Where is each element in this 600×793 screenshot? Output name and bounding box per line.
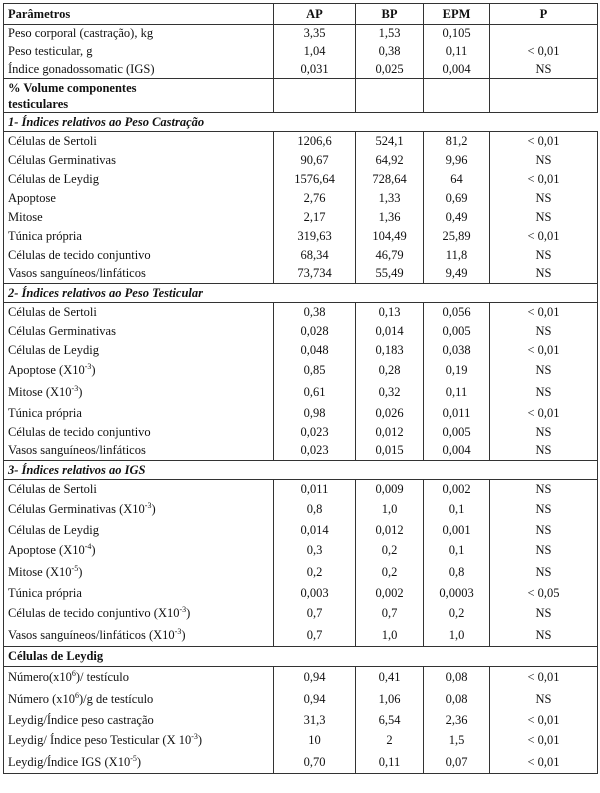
table-row: [4, 43, 598, 61]
row-label-text: Túnica própria: [8, 405, 82, 420]
table-row: [4, 303, 598, 322]
row-label: [4, 711, 274, 730]
table-row: [4, 132, 598, 151]
table-row: [4, 227, 598, 246]
cell-p: NS: [490, 360, 598, 382]
row-label: [4, 562, 274, 584]
table-row: [4, 360, 598, 382]
cell-bp: 0,026: [356, 404, 424, 423]
cell-epm: 0,8: [424, 562, 490, 584]
cell-bp: 104,49: [356, 227, 424, 246]
row-label-suffix: ): [91, 363, 96, 377]
cell-ap: 31,3: [274, 711, 356, 730]
cell-ap: 0,7: [274, 603, 356, 625]
row-label-text: Número (x10: [8, 692, 75, 706]
cell-epm: 0,08: [424, 689, 490, 711]
cell-bp: 1,06: [356, 689, 424, 711]
row-label: [4, 303, 274, 322]
table-row: [4, 584, 598, 603]
cell-ap: 0,8: [274, 499, 356, 521]
table-row: [4, 246, 598, 265]
volume-title: [4, 79, 274, 113]
cell-ap: 0,85: [274, 360, 356, 382]
cell-epm: 1,0: [424, 625, 490, 647]
row-label-text: Leydig/ Índice peso Testicular (X 10: [8, 733, 192, 747]
row-label: [4, 404, 274, 423]
cell-bp: 0,002: [356, 584, 424, 603]
cell-bp: 0,38: [356, 43, 424, 61]
row-label: Células Germinativas: [4, 151, 274, 170]
row-label-text: Mitose (X10: [8, 565, 72, 579]
cell-ap: 0,2: [274, 562, 356, 584]
cell-epm: 0,105: [424, 25, 490, 43]
row-label-exponent: -4: [84, 541, 92, 551]
section1-rows: [4, 132, 598, 284]
cell-epm: 0,005: [424, 423, 490, 442]
row-label: [4, 480, 274, 499]
cell-p: < 0,01: [490, 341, 598, 360]
row-label-suffix: ): [78, 565, 83, 579]
cell-ap: 0,61: [274, 382, 356, 404]
cell-ap: 319,63: [274, 227, 356, 246]
cell-epm: 9,96: [424, 151, 490, 170]
cell-bp: 6,54: [356, 711, 424, 730]
table-row: [4, 442, 598, 461]
table-row: [4, 480, 598, 499]
cell-bp: 0,025: [356, 61, 424, 79]
cell-bp: 0,009: [356, 480, 424, 499]
cell-bp: 1,0: [356, 625, 424, 647]
cell-bp: 0,183: [356, 341, 424, 360]
row-label-text: Apoptose (X10: [8, 363, 85, 377]
row-label-text: Vasos sanguíneos/linfáticos (X10: [8, 627, 175, 642]
cell-p: NS: [490, 480, 598, 499]
header-epm: EPM: [424, 4, 490, 25]
row-label-text: Túnica própria: [8, 585, 82, 600]
cell-epm: 0,005: [424, 322, 490, 341]
row-label: Peso testicular, g: [4, 43, 274, 61]
cell-epm: 0,0003: [424, 584, 490, 603]
section2-rows: [4, 303, 598, 461]
row-label-exponent: -3: [144, 500, 152, 510]
cell-ap: 3,35: [274, 25, 356, 43]
cell-ap: 0,003: [274, 584, 356, 603]
cell-ap: 90,67: [274, 151, 356, 170]
cell-bp: 1,53: [356, 25, 424, 43]
cell-p: [490, 25, 598, 43]
cell-epm: 0,2: [424, 603, 490, 625]
cell-epm: 0,1: [424, 540, 490, 562]
row-label-exponent: -3: [84, 361, 92, 371]
row-label-text: Células de tecido conjuntivo (X10: [8, 606, 180, 620]
cell-epm: 0,19: [424, 360, 490, 382]
row-label-suffix: ): [91, 543, 96, 557]
cell-p: < 0,01: [490, 170, 598, 189]
table-row: [4, 562, 598, 584]
cell-bp: 55,49: [356, 265, 424, 284]
row-label-text: Células de Sertoli: [8, 304, 97, 319]
row-label-text: Células de Sertoli: [8, 481, 97, 496]
cell-bp: 64,92: [356, 151, 424, 170]
cell-p: < 0,01: [490, 667, 598, 689]
row-label: [4, 667, 274, 689]
section3-header: [4, 461, 598, 480]
header-bp: BP: [356, 4, 424, 25]
cell-epm: 0,011: [424, 404, 490, 423]
cell-epm: 64: [424, 170, 490, 189]
table-row: [4, 603, 598, 625]
section1-title: 1- Índices relativos ao Peso Castração: [4, 113, 598, 132]
table-row: [4, 382, 598, 404]
cell-ap: 0,011: [274, 480, 356, 499]
section2-header: [4, 284, 598, 303]
row-label: [4, 341, 274, 360]
row-label-suffix: ): [136, 754, 142, 769]
row-label-text: Leydig/Índice peso castração: [8, 712, 154, 727]
cell-p: NS: [490, 423, 598, 442]
cell-ap: 0,031: [274, 61, 356, 79]
row-label-exponent: -3: [174, 626, 182, 636]
row-label-exponent: -5: [130, 753, 137, 763]
cell-p: NS: [490, 265, 598, 284]
cell-ap: 0,014: [274, 521, 356, 540]
volume-title-line1: % Volume componentes: [8, 80, 137, 95]
cell-p: NS: [490, 603, 598, 625]
table-row: [4, 625, 598, 647]
row-label-exponent: -3: [179, 604, 187, 614]
cell-bp: 0,015: [356, 442, 424, 461]
cell-epm: 0,004: [424, 442, 490, 461]
volume-title-line2: testiculares: [8, 96, 69, 111]
section3-rows: [4, 480, 598, 647]
cell-ap: 0,94: [274, 667, 356, 689]
leydig-header: [4, 647, 598, 667]
cell-ap: 0,3: [274, 540, 356, 562]
header-p: P: [490, 4, 598, 25]
cell-p: < 0,01: [490, 227, 598, 246]
cell-epm: 1,5: [424, 730, 490, 752]
cell-bp: 46,79: [356, 246, 424, 265]
cell-epm: 0,11: [424, 43, 490, 61]
cell-bp: 524,1: [356, 132, 424, 151]
cell-bp: 0,7: [356, 603, 424, 625]
cell-ap: 2,17: [274, 208, 356, 227]
cell-p: NS: [490, 322, 598, 341]
row-label-exponent: -3: [71, 383, 79, 393]
volume-section-header: [4, 79, 598, 113]
cell-bp: 2: [356, 730, 424, 752]
row-label-text: Células de Leydig: [8, 342, 99, 357]
section3-title: 3- Índices relativos ao IGS: [4, 461, 598, 480]
cell-epm: 0,1: [424, 499, 490, 521]
row-label-text: Apoptose (X10: [8, 543, 85, 557]
cell-p: NS: [490, 442, 598, 461]
cell-ap: 0,048: [274, 341, 356, 360]
row-label: [4, 360, 274, 382]
cell-ap: 2,76: [274, 189, 356, 208]
cell-epm: 0,07: [424, 752, 490, 774]
cell-ap: 1,04: [274, 43, 356, 61]
table-row: [4, 61, 598, 79]
table-row: [4, 341, 598, 360]
cell-p: < 0,01: [490, 711, 598, 730]
row-label-suffix: ): [78, 385, 83, 399]
cell-p: NS: [490, 689, 598, 711]
table-row: [4, 667, 598, 689]
row-label: Índice gonadossomatic (IGS): [4, 61, 274, 79]
cell-epm: 0,056: [424, 303, 490, 322]
cell-ap: 0,023: [274, 442, 356, 461]
cell-bp: 1,33: [356, 189, 424, 208]
cell-bp: 0,2: [356, 562, 424, 584]
row-label: [4, 521, 274, 540]
row-label: Vasos sanguíneos/linfáticos: [4, 265, 274, 284]
table-row: [4, 752, 598, 774]
section2-title: 2- Índices relativos ao Peso Testicular: [4, 284, 598, 303]
cell-ap: 0,38: [274, 303, 356, 322]
row-label: [4, 382, 274, 404]
row-label: [4, 730, 274, 752]
cell-bp: 0,13: [356, 303, 424, 322]
cell-p: NS: [490, 625, 598, 647]
row-label-suffix: ): [186, 606, 191, 620]
cell-bp: 1,0: [356, 499, 424, 521]
leydig-rows: [4, 667, 598, 774]
cell-p: < 0,01: [490, 404, 598, 423]
cell-epm: 0,004: [424, 61, 490, 79]
cell-p: < 0,01: [490, 303, 598, 322]
table-row: [4, 189, 598, 208]
cell-epm: 9,49: [424, 265, 490, 284]
cell-epm: 0,69: [424, 189, 490, 208]
table-row: [4, 423, 598, 442]
row-label: [4, 689, 274, 711]
cell-bp: 0,11: [356, 752, 424, 774]
row-label-exponent: 6: [71, 669, 76, 679]
cell-epm: 0,08: [424, 667, 490, 689]
row-label-text: Número(x10: [8, 670, 72, 685]
row-label: [4, 540, 274, 562]
row-label-suffix: ): [181, 627, 186, 642]
row-label: [4, 442, 274, 461]
header-parametros: Parâmetros: [4, 4, 274, 25]
cell-ap: 0,70: [274, 752, 356, 774]
cell-epm: 0,001: [424, 521, 490, 540]
row-label: Células de tecido conjuntivo: [4, 246, 274, 265]
results-table: [3, 3, 598, 774]
cell-epm: 25,89: [424, 227, 490, 246]
table-row: [4, 322, 598, 341]
cell-p: NS: [490, 246, 598, 265]
cell-ap: 0,023: [274, 423, 356, 442]
cell-ap: 0,7: [274, 625, 356, 647]
table-row: [4, 151, 598, 170]
cell-ap: 0,028: [274, 322, 356, 341]
cell-ap: 1206,6: [274, 132, 356, 151]
row-label-text: Mitose (X10: [8, 385, 72, 399]
cell-ap: 73,734: [274, 265, 356, 284]
cell-p: < 0,05: [490, 584, 598, 603]
table-row: [4, 25, 598, 43]
cell-p: NS: [490, 562, 598, 584]
row-label: Células de Leydig: [4, 170, 274, 189]
cell-ap: 1576,64: [274, 170, 356, 189]
row-label: Túnica própria: [4, 227, 274, 246]
cell-ap: 10: [274, 730, 356, 752]
row-label-exponent: -3: [191, 731, 198, 741]
row-label-text: Células Germinativas (X10: [8, 502, 145, 516]
cell-epm: 11,8: [424, 246, 490, 265]
row-label-text: Leydig/Índice IGS (X10: [8, 754, 131, 769]
cell-bp: 0,41: [356, 667, 424, 689]
cell-bp: 0,32: [356, 382, 424, 404]
cell-bp: 0,012: [356, 521, 424, 540]
row-label: Peso corporal (castração), kg: [4, 25, 274, 43]
row-label-exponent: -5: [71, 563, 79, 573]
table-row: [4, 689, 598, 711]
row-label: [4, 752, 274, 774]
row-label-suffix: ): [197, 733, 203, 747]
row-label-suffix: )/g de testículo: [79, 692, 154, 706]
cell-epm: 0,038: [424, 341, 490, 360]
table-row: [4, 540, 598, 562]
table-row: [4, 170, 598, 189]
row-label: [4, 423, 274, 442]
cell-p: NS: [490, 382, 598, 404]
cell-epm: 2,36: [424, 711, 490, 730]
cell-bp: 0,012: [356, 423, 424, 442]
cell-epm: 0,002: [424, 480, 490, 499]
row-label-exponent: 6: [75, 690, 79, 700]
cell-bp: 0,28: [356, 360, 424, 382]
table-row: [4, 404, 598, 423]
cell-epm: 0,49: [424, 208, 490, 227]
row-label: [4, 603, 274, 625]
table-row: [4, 499, 598, 521]
cell-p: < 0,01: [490, 132, 598, 151]
row-label: [4, 625, 274, 647]
cell-p: < 0,01: [490, 730, 598, 752]
row-label-suffix: ): [151, 502, 156, 516]
table-row: [4, 711, 598, 730]
row-label-suffix: )/ testículo: [75, 670, 129, 685]
cell-bp: 1,36: [356, 208, 424, 227]
cell-p: NS: [490, 151, 598, 170]
row-label: Células de Sertoli: [4, 132, 274, 151]
cell-bp: 728,64: [356, 170, 424, 189]
leydig-title: Células de Leydig: [4, 647, 598, 667]
cell-p: NS: [490, 521, 598, 540]
row-label-text: Células Germinativas: [8, 323, 116, 338]
cell-bp: 0,2: [356, 540, 424, 562]
cell-ap: 0,94: [274, 689, 356, 711]
table-row: [4, 208, 598, 227]
table-row: [4, 730, 598, 752]
row-label-text: Vasos sanguíneos/linfáticos: [8, 443, 146, 458]
cell-p: NS: [490, 61, 598, 79]
row-label-text: Células de tecido conjuntivo: [8, 424, 151, 439]
cell-p: NS: [490, 189, 598, 208]
row-label: [4, 584, 274, 603]
header-ap: AP: [274, 4, 356, 25]
row-label-text: Células de Leydig: [8, 522, 99, 537]
table-row: [4, 265, 598, 284]
cell-epm: 0,11: [424, 382, 490, 404]
cell-ap: 0,98: [274, 404, 356, 423]
cell-ap: 68,34: [274, 246, 356, 265]
row-label: [4, 499, 274, 521]
cell-p: < 0,01: [490, 43, 598, 61]
header-row: [4, 4, 598, 25]
section1-header: [4, 113, 598, 132]
cell-epm: 81,2: [424, 132, 490, 151]
row-label: Apoptose: [4, 189, 274, 208]
cell-p: NS: [490, 540, 598, 562]
row-label: [4, 322, 274, 341]
cell-p: < 0,01: [490, 752, 598, 774]
cell-bp: 0,014: [356, 322, 424, 341]
cell-p: NS: [490, 499, 598, 521]
row-label: Mitose: [4, 208, 274, 227]
cell-p: NS: [490, 208, 598, 227]
table-row: [4, 521, 598, 540]
